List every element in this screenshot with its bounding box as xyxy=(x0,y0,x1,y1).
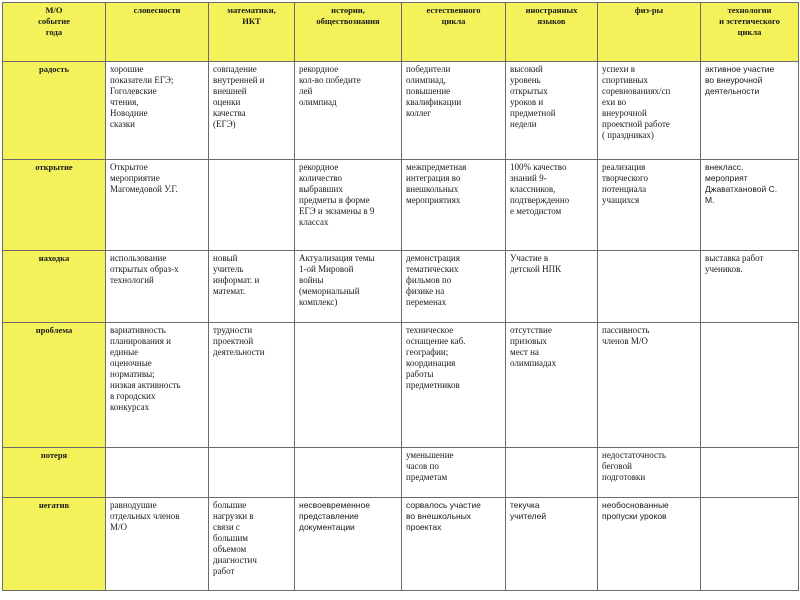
table-cell xyxy=(209,160,295,251)
table-cell: Открытое мероприятие Магомедовой У.Г. xyxy=(106,160,209,251)
table-cell: межпредметная интеграция во внешкольных мероприятиях xyxy=(402,160,506,251)
table-cell xyxy=(701,448,799,498)
table-cell: победители олимпиад, повышение квалификации коллег xyxy=(402,62,506,160)
header-col-science: естественного цикла xyxy=(402,3,506,62)
header-col-literature: словесности xyxy=(106,3,209,62)
table-cell: Актуализация темы 1-ой Мировой войны (мемориальный комплекс) xyxy=(295,251,402,323)
header-col-history: истории, обществознания xyxy=(295,3,402,62)
row-label-negative: негатив xyxy=(3,498,106,591)
table-cell: большие нагрузки в связи с большим объемом диагностич работ xyxy=(209,498,295,591)
table-cell: Участие в детской НПК xyxy=(506,251,598,323)
table-cell: высокий уровень открытых уроков и предметной недели xyxy=(506,62,598,160)
table-cell: хорошие показатели ЕГЭ; Гоголевские чтения, Новодние сказки xyxy=(106,62,209,160)
table-cell: текучка учителей xyxy=(506,498,598,591)
table-cell: вариативность планирования и единые оценочные нормативы; низкая активность в городских конкурсах xyxy=(106,323,209,448)
table-cell: сорвалось участие во внешкольных проектах xyxy=(402,498,506,591)
table-cell: выставка работ учеников. xyxy=(701,251,799,323)
table-cell xyxy=(295,323,402,448)
header-col-math: математики, ИКТ xyxy=(209,3,295,62)
table-row xyxy=(3,498,799,591)
table-cell xyxy=(106,448,209,498)
table-cell: техническое оснащение каб. географии; координация работы предметников xyxy=(402,323,506,448)
table-cell: успехи в спортивных соревнованиях/сп ехи во внеурочной проектной работе ( праздниках) xyxy=(598,62,701,160)
table-cell xyxy=(598,251,701,323)
table-cell xyxy=(506,448,598,498)
table-cell: новый учитель информат. и математ. xyxy=(209,251,295,323)
header-col-languages: иностранных языков xyxy=(506,3,598,62)
table-cell: совпадение внутренней и внешней оценки качества (ЕГЭ) xyxy=(209,62,295,160)
table-cell xyxy=(295,448,402,498)
table-cell: уменьшение часов по предметам xyxy=(402,448,506,498)
table-row xyxy=(3,323,799,448)
table-cell: реализация творческого потенциала учащихся xyxy=(598,160,701,251)
table-cell: необоснованные пропуски уроков xyxy=(598,498,701,591)
table-cell: трудности проектной деятельности xyxy=(209,323,295,448)
row-label-discovery: открытие xyxy=(3,160,106,251)
row-label-problem: проблема xyxy=(3,323,106,448)
row-label-loss: потеря xyxy=(3,448,106,498)
header-corner: М/О событие года xyxy=(3,3,106,62)
table-row xyxy=(3,251,799,323)
header-row xyxy=(3,3,799,62)
table-cell: рекордное количество выбравших предметы в форме ЕГЭ и экзамены в 9 классах xyxy=(295,160,402,251)
table-cell: несвоевременное представление документации xyxy=(295,498,402,591)
table-cell: использование открытых образ-х технологий xyxy=(106,251,209,323)
table-cell xyxy=(701,498,799,591)
row-label-finding: находка xyxy=(3,251,106,323)
row-label-joy: радость xyxy=(3,62,106,160)
table-cell: отсутствие призовых мест на олимпиадах xyxy=(506,323,598,448)
table-cell: пассивность членов М/О xyxy=(598,323,701,448)
table-cell xyxy=(701,323,799,448)
table-cell: активное участие во внеурочной деятельности xyxy=(701,62,799,160)
table-row xyxy=(3,62,799,160)
table-row xyxy=(3,448,799,498)
table-row xyxy=(3,160,799,251)
events-table xyxy=(2,2,799,591)
table-cell xyxy=(209,448,295,498)
header-col-technology: технологии и эстетического цикла xyxy=(701,3,799,62)
table-cell: внекласс. мероприят Джаватхановой С. М. xyxy=(701,160,799,251)
table-cell: 100% качество знаний 9- классников, подтвержденно е методистом xyxy=(506,160,598,251)
table-cell: равнодушие отдельных членов М/О xyxy=(106,498,209,591)
table-cell: недостаточность беговой подготовки xyxy=(598,448,701,498)
table-cell: демонстрация тематических фильмов по физике на переменах xyxy=(402,251,506,323)
header-col-pe: физ-ры xyxy=(598,3,701,62)
table-cell: рекордное кол-во победите лей олимпиад xyxy=(295,62,402,160)
